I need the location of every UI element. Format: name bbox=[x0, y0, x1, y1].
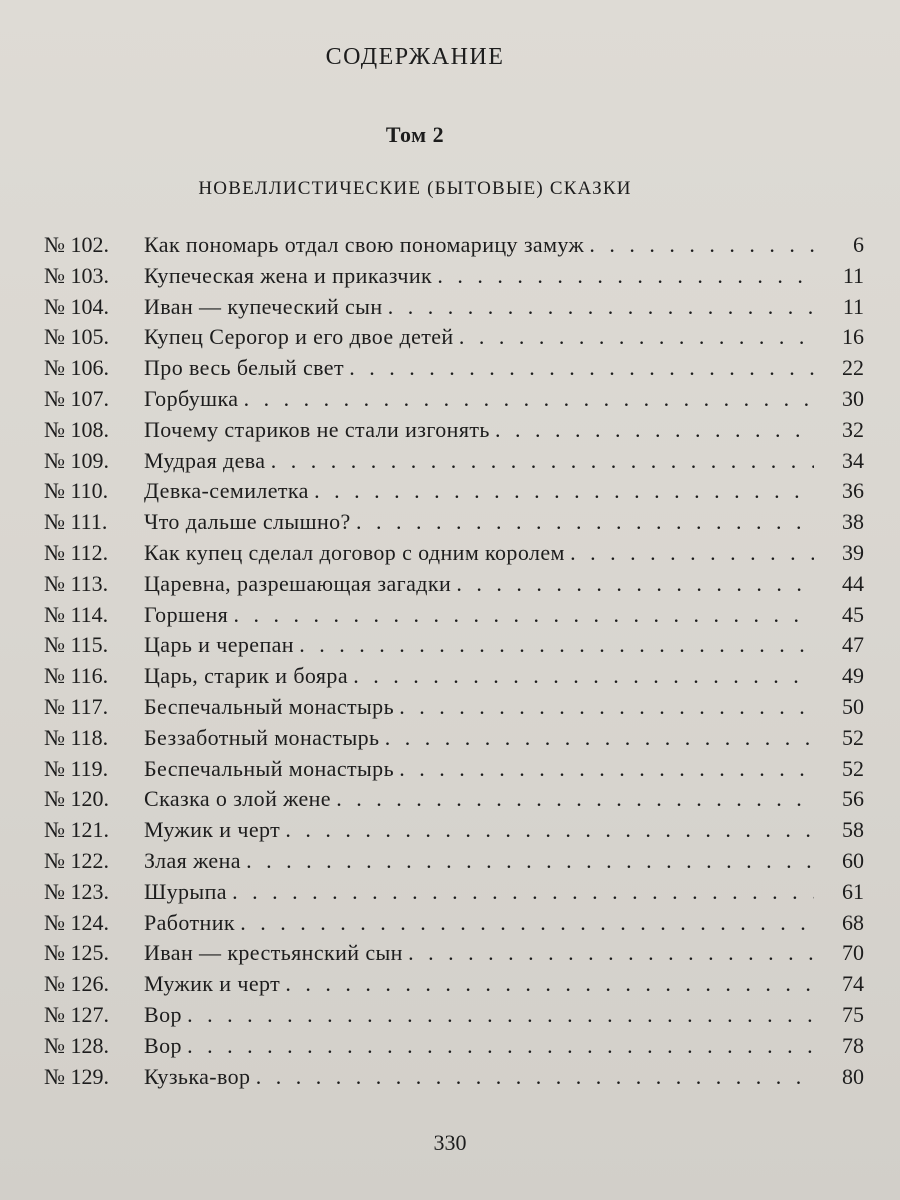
dot-leader bbox=[571, 547, 814, 565]
entry-number: № 115. bbox=[44, 632, 109, 658]
entry-number: № 122. bbox=[44, 847, 109, 873]
toc-entry bbox=[44, 355, 864, 386]
toc-entry bbox=[44, 448, 864, 479]
table-of-contents bbox=[44, 232, 864, 1094]
toc-entry bbox=[44, 879, 864, 910]
entry-title: Иван — крестьянский сын bbox=[144, 940, 403, 966]
dot-leader bbox=[389, 301, 815, 319]
toc-entry bbox=[44, 1002, 864, 1033]
entry-number: № 114. bbox=[44, 601, 109, 627]
section-heading: НОВЕЛЛИСТИЧЕСКИЕ (БЫТОВЫЕ) СКАЗКИ bbox=[198, 178, 632, 199]
entry-number: № 112. bbox=[44, 539, 109, 565]
toc-entry bbox=[44, 910, 864, 941]
entry-title: Девка-семилетка bbox=[144, 478, 309, 504]
dot-leader bbox=[300, 639, 814, 657]
entry-number: № 111. bbox=[44, 509, 108, 535]
dot-leader bbox=[247, 855, 814, 873]
toc-entry bbox=[44, 940, 864, 971]
toc-entry bbox=[44, 324, 864, 355]
dot-leader bbox=[234, 609, 814, 627]
entry-page: 78 bbox=[842, 1032, 864, 1058]
dot-leader bbox=[286, 824, 814, 842]
entry-number: № 118. bbox=[44, 724, 109, 750]
entry-page: 58 bbox=[842, 817, 864, 843]
entry-title: Беспечальный монастырь bbox=[144, 693, 395, 719]
entry-number: № 110. bbox=[44, 478, 109, 504]
contents-heading: СОДЕРЖАНИЕ bbox=[325, 44, 505, 70]
dot-leader bbox=[357, 516, 814, 534]
entry-page: 34 bbox=[842, 447, 864, 473]
toc-entry bbox=[44, 571, 864, 602]
toc-entry bbox=[44, 694, 864, 725]
entry-title: Что дальше слышно? bbox=[144, 509, 351, 535]
entry-number: № 121. bbox=[44, 817, 109, 843]
dot-leader bbox=[286, 978, 814, 996]
entry-title: Купец Серогор и его двое детей bbox=[144, 324, 454, 350]
toc-entry bbox=[44, 817, 864, 848]
entry-page: 22 bbox=[842, 355, 864, 381]
dot-leader bbox=[337, 793, 814, 811]
entry-number: № 120. bbox=[44, 786, 109, 812]
entry-number: № 129. bbox=[44, 1063, 109, 1089]
entry-number: № 127. bbox=[44, 1001, 109, 1027]
toc-entry bbox=[44, 509, 864, 540]
dot-leader bbox=[400, 701, 814, 719]
entry-title: Сказка о злой жене bbox=[144, 786, 331, 812]
dot-leader bbox=[188, 1009, 814, 1027]
entry-page: 60 bbox=[842, 847, 864, 873]
entry-page: 11 bbox=[842, 262, 864, 288]
entry-title: Царь и черепан bbox=[144, 632, 294, 658]
entry-title: Как пономарь отдал свою пономарицу замуж bbox=[144, 232, 585, 257]
dot-leader bbox=[315, 485, 814, 503]
dot-leader bbox=[256, 1071, 814, 1089]
dot-leader bbox=[460, 331, 814, 349]
toc-entry bbox=[44, 725, 864, 756]
toc-entry bbox=[44, 663, 864, 694]
dot-leader bbox=[590, 239, 814, 257]
entry-title: Горшеня bbox=[144, 601, 229, 627]
entry-title: Кузька-вор bbox=[144, 1063, 251, 1089]
toc-entry bbox=[44, 971, 864, 1002]
entry-page: 74 bbox=[842, 971, 864, 997]
entry-title: Царь, старик и бояра bbox=[144, 663, 348, 689]
dot-leader bbox=[350, 362, 814, 380]
dot-leader bbox=[438, 270, 814, 288]
entry-number: № 124. bbox=[44, 909, 109, 935]
entry-title: Злая жена bbox=[144, 847, 241, 873]
entry-page: 49 bbox=[842, 663, 864, 689]
entry-title: Почему стариков не стали изгонять bbox=[144, 416, 490, 442]
entry-number: № 113. bbox=[44, 570, 109, 596]
entry-page: 61 bbox=[842, 878, 864, 904]
dot-leader bbox=[233, 886, 814, 904]
entry-number: № 103. bbox=[44, 262, 109, 288]
entry-page: 36 bbox=[842, 478, 864, 504]
entry-page: 45 bbox=[842, 601, 864, 627]
entry-page: 70 bbox=[842, 940, 864, 966]
entry-page: 30 bbox=[842, 385, 864, 411]
dot-leader bbox=[400, 763, 814, 781]
entry-page: 39 bbox=[842, 539, 864, 565]
entry-title: Царевна, разрешающая загадки bbox=[144, 570, 452, 596]
entry-page: 38 bbox=[842, 509, 864, 535]
entry-title: Про весь белый свет bbox=[144, 355, 344, 381]
entry-title: Мужик и черт bbox=[144, 971, 281, 997]
entry-title: Как купец сделал договор с одним королем bbox=[144, 539, 565, 565]
entry-title: Купеческая жена и приказчик bbox=[144, 262, 433, 288]
dot-leader bbox=[385, 732, 814, 750]
entry-page: 6 bbox=[853, 232, 864, 257]
entry-number: № 128. bbox=[44, 1032, 109, 1058]
dot-leader bbox=[457, 578, 814, 596]
toc-entry bbox=[44, 756, 864, 787]
entry-number: № 117. bbox=[44, 693, 109, 719]
entry-title: Беззаботный монастырь bbox=[144, 724, 380, 750]
dot-leader bbox=[354, 670, 814, 688]
entry-title: Горбушка bbox=[144, 385, 239, 411]
entry-page: 11 bbox=[842, 293, 864, 319]
entry-number: № 116. bbox=[44, 663, 109, 689]
toc-entry bbox=[44, 848, 864, 879]
entry-title: Мужик и черт bbox=[144, 817, 281, 843]
entry-number: № 119. bbox=[44, 755, 109, 781]
entry-number: № 108. bbox=[44, 416, 109, 442]
entry-number: № 106. bbox=[44, 355, 109, 381]
volume-heading: Том 2 bbox=[385, 122, 445, 147]
entry-number: № 102. bbox=[44, 232, 109, 257]
entry-page: 16 bbox=[842, 324, 864, 350]
toc-entry bbox=[44, 1064, 864, 1095]
toc-entry bbox=[44, 417, 864, 448]
page-number: 330 bbox=[433, 1130, 467, 1155]
toc-entry bbox=[44, 386, 864, 417]
entry-number: № 126. bbox=[44, 971, 109, 997]
toc-entry bbox=[44, 602, 864, 633]
entry-page: 75 bbox=[842, 1001, 864, 1027]
dot-leader bbox=[244, 393, 814, 411]
entry-title: Иван — купеческий сын bbox=[144, 293, 383, 319]
entry-page: 47 bbox=[842, 632, 864, 658]
entry-page: 50 bbox=[842, 693, 864, 719]
dot-leader bbox=[241, 917, 814, 935]
entry-number: № 104. bbox=[44, 293, 109, 319]
toc-entry bbox=[44, 632, 864, 663]
entry-number: № 125. bbox=[44, 940, 109, 966]
entry-number: № 107. bbox=[44, 385, 109, 411]
dot-leader bbox=[271, 455, 814, 473]
entry-page: 52 bbox=[842, 755, 864, 781]
toc-entry bbox=[44, 294, 864, 325]
entry-title: Работник bbox=[144, 909, 235, 935]
entry-page: 56 bbox=[842, 786, 864, 812]
entry-page: 32 bbox=[842, 416, 864, 442]
dot-leader bbox=[188, 1040, 814, 1058]
entry-title: Мудрая дева bbox=[144, 447, 266, 473]
entry-page: 44 bbox=[842, 570, 864, 596]
entry-page: 52 bbox=[842, 724, 864, 750]
toc-entry bbox=[44, 232, 864, 263]
entry-title: Вор bbox=[144, 1032, 182, 1058]
entry-title: Вор bbox=[144, 1001, 182, 1027]
dot-leader bbox=[409, 947, 814, 965]
toc-entry bbox=[44, 263, 864, 294]
entry-number: № 123. bbox=[44, 878, 109, 904]
entry-title: Шурыпа bbox=[144, 878, 227, 904]
entry-page: 80 bbox=[842, 1063, 864, 1089]
entry-number: № 105. bbox=[44, 324, 109, 350]
toc-entry bbox=[44, 786, 864, 817]
toc-entry bbox=[44, 1033, 864, 1064]
entry-page: 68 bbox=[842, 909, 864, 935]
entry-number: № 109. bbox=[44, 447, 109, 473]
toc-entry bbox=[44, 478, 864, 509]
entry-title: Беспечальный монастырь bbox=[144, 755, 395, 781]
toc-entry bbox=[44, 540, 864, 571]
dot-leader bbox=[496, 424, 814, 442]
